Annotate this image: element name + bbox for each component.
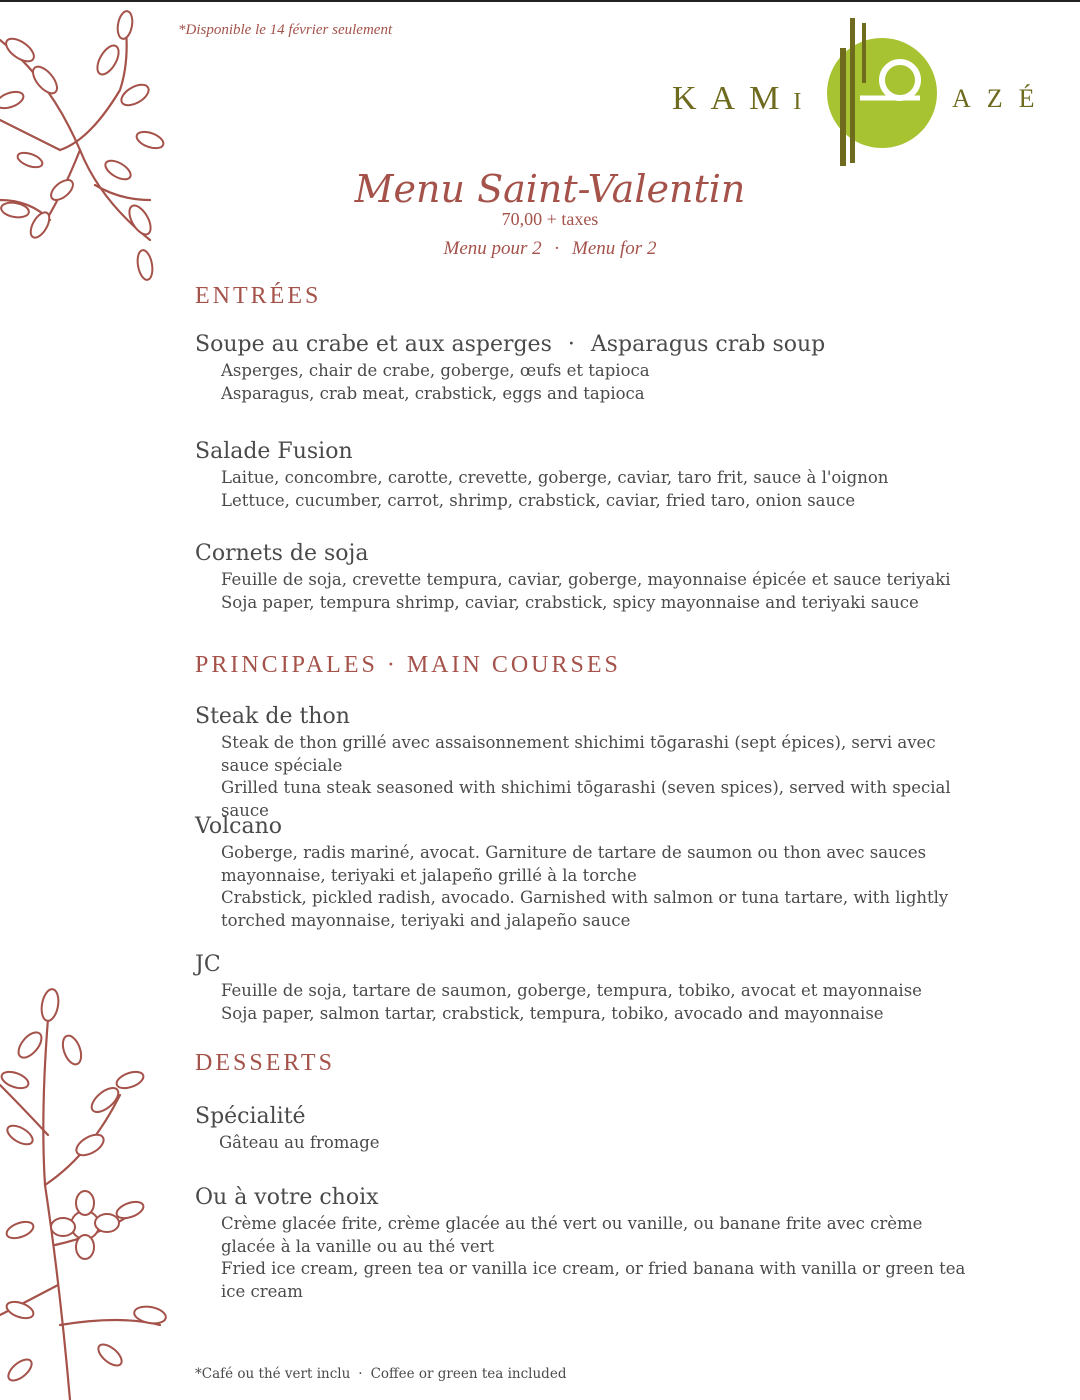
availability-notice: *Disponible le 14 février seulement bbox=[178, 22, 393, 38]
dish-item bbox=[195, 539, 995, 614]
dish-description-fr: Feuille de soja, tartare de saumon, goberge, tempura, tobiko, avocat et mayonnaise bbox=[221, 981, 922, 1000]
dish-item bbox=[195, 1102, 995, 1155]
dish-description-en: Soja paper, tempura shrimp, caviar, crabstick, spicy mayonnaise and teriyaki sauce bbox=[221, 592, 919, 612]
dish-name: Spécialité bbox=[195, 1104, 306, 1129]
dish-name-fr: Soupe au crabe et aux asperges bbox=[195, 332, 552, 357]
dish-name: Salade Fusion bbox=[195, 439, 353, 464]
section-heading-desserts: DESSERTS bbox=[195, 1050, 335, 1076]
for-two-en: Menu for 2 bbox=[572, 238, 657, 259]
footer-note-fr: *Café ou thé vert inclu bbox=[195, 1366, 351, 1382]
dish-description-fr: Laitue, concombre, carotte, crevette, goberge, caviar, taro frit, sauce à l'oignon bbox=[221, 468, 889, 487]
dish-description-en: Crabstick, pickled radish, avocado. Garnished with salmon or tuna tartare, with lightly torched mayonnaise, teriyaki and jalapeño sauce bbox=[221, 888, 949, 930]
dish-description-en: Fried ice cream, green tea or vanilla ice cream, or fried banana with vanilla or green tea ice cream bbox=[221, 1259, 966, 1301]
dish-item bbox=[195, 1183, 995, 1303]
kamikaze-logo bbox=[670, 18, 1060, 168]
menu-for-two bbox=[0, 238, 1080, 260]
logo-text-right: AZÉ bbox=[952, 84, 1051, 113]
dish-name: JC bbox=[195, 952, 221, 977]
botanical-flower-icon bbox=[0, 985, 180, 1400]
dish-description-fr: Asperges, chair de crabe, goberge, œufs et tapioca bbox=[221, 361, 650, 380]
dish-description-fr: Steak de thon grillé avec assaisonnement shichimi tōgarashi (sept épices), servi avec sauce spéciale bbox=[221, 733, 936, 775]
dish-name-en: Asparagus crab soup bbox=[590, 332, 826, 357]
separator: · bbox=[358, 1366, 363, 1382]
dish-name: Cornets de soja bbox=[195, 541, 369, 566]
footer-note bbox=[195, 1366, 566, 1382]
dish-name: Steak de thon bbox=[195, 704, 350, 729]
footer-note-en: Coffee or green tea included bbox=[370, 1366, 567, 1382]
dish-description-en: Soja paper, salmon tartar, crabstick, tempura, tobiko, avocado and mayonnaise bbox=[221, 1003, 884, 1023]
logo-text-left: KAMi bbox=[672, 80, 816, 117]
dish-name: Volcano bbox=[195, 814, 283, 839]
separator: · bbox=[553, 238, 561, 259]
separator: · bbox=[567, 332, 575, 357]
dish-item bbox=[195, 437, 995, 512]
logo-circle-icon bbox=[820, 18, 945, 168]
dish-description-en: Asparagus, crab meat, crabstick, eggs and tapioca bbox=[221, 383, 645, 403]
section-heading-mains: PRINCIPALES · MAIN COURSES bbox=[195, 652, 621, 678]
dish-description: Gâteau au fromage bbox=[219, 1133, 380, 1152]
section-heading-entrees: ENTRÉES bbox=[195, 283, 322, 309]
dish-item bbox=[195, 702, 995, 822]
dish-item bbox=[195, 812, 995, 932]
menu-title: Menu Saint-Valentin bbox=[354, 167, 746, 211]
dish-item bbox=[195, 330, 995, 405]
dish-description-fr: Goberge, radis mariné, avocat. Garniture de tartare de saumon ou thon avec sauces mayonnaise, teriyaki et jalapeño grillé à la torche bbox=[221, 843, 927, 885]
for-two-fr: Menu pour 2 bbox=[443, 238, 542, 259]
dish-name: Ou à votre choix bbox=[195, 1185, 379, 1210]
dish-description-fr: Crème glacée frite, crème glacée au thé vert ou vanille, ou banane frite avec crème glacée à la vanille ou au thé vert bbox=[221, 1214, 923, 1256]
menu-header bbox=[0, 165, 1080, 260]
menu-price: 70,00 + taxes bbox=[501, 209, 599, 229]
dish-name bbox=[195, 330, 995, 360]
dish-item bbox=[195, 950, 995, 1025]
dish-description-en: Grilled tuna steak seasoned with shichimi tōgarashi (seven spices), served with special sauce bbox=[221, 778, 951, 820]
dish-description-fr: Feuille de soja, crevette tempura, caviar, goberge, mayonnaise épicée et sauce teriyaki bbox=[221, 570, 951, 589]
dish-description-en: Lettuce, cucumber, carrot, shrimp, crabstick, caviar, fried taro, onion sauce bbox=[221, 490, 856, 510]
